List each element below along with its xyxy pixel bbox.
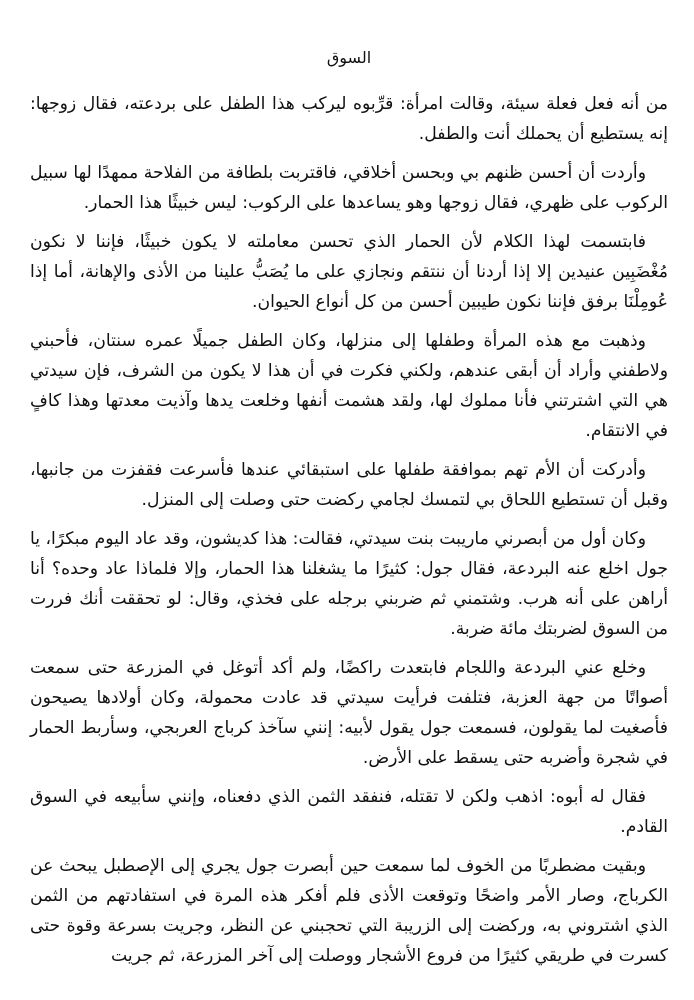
body-text [30, 89, 668, 971]
paragraph: فابتسمت لهذا الكلام لأن الحمار الذي تحسن معاملته لا يكون خبيثًا، فإننا لا نكون مُغْضَبِين عنيدين إلا إذا أردنا أن ننتقم ونجازي على ما يُصَبُّ علينا من الأذى والإهانة، أما إذا عُومِلْنَا برفق فإننا نكون طيبين أحسن من كل أنواع الحيوان. [30, 232, 668, 312]
running-header: السوق [326, 48, 372, 67]
paragraph: وبقيت مضطربًا من الخوف لما سمعت حين أبصرت جول يجري إلى الإصطبل يبحث عن الكرباج، وصار الأمر واضحًا وتوقعت الأذى فلم أفكر هذه المرة في استفادتهم من الثمن الذي اشتروني به، وركضت إلى الزريبة التي تحجبني عن النظر، وجريت بسرعة وقوة حتى كسرت في طريقي كثيرًا من فروع الأشجار ووصلت إلى آخر المزرعة، ثم جريت [30, 856, 668, 966]
paragraph: وأدركت أن الأم تهم بموافقة طفلها على استبقائي عندها فأسرعت فقفزت من جانبها، وقبل أن تستطيع اللحاق بي لتمسك لجامي ركضت حتى وصلت إلى المنزل. [30, 460, 668, 510]
paragraph: وخلع عني البردعة واللجام فابتعدت راكضًا، ولم أكد أتوغل في المزرعة حتى سمعت أصواتًا من جهة العزبة، فتلفت فرأيت سيدتي قد عادت محمولة، وكان أولادها يصيحون فأصغيت لما يقولون، فسمعت جول يقول لأبيه: إنني سآخذ كرباج العربجي، وسأربط الحمار في شجرة وأضربه حتى يسقط على الأرض. [30, 658, 668, 768]
paragraph: من أنه فعل فعلة سيئة، وقالت امرأة: قرِّبوه ليركب هذا الطفل على بردعته، فقال زوجها: إنه يستطيع أن يحملك أنت والطفل. [30, 94, 668, 144]
paragraph: وأردت أن أحسن ظنهم بي وبحسن أخلاقي، فاقتربت بلطافة من الفلاحة ممهدًا لها سبيل الركوب على ظهري، فقال زوجها وهو يساعدها على الركوب: ليس خبيثًا هذا الحمار. [30, 163, 668, 213]
paragraph: وذهبت مع هذه المرأة وطفلها إلى منزلها، وكان الطفل جميلًا عمره سنتان، فأحبني ولاطفني وأراد أن أبقى عندهم، ولكني فكرت في أن هذا لا يكون من الشرف، فإن سيدتي هي التي اشترتني فأنا مملوك لها، ولقد هشمت أنفها وخلعت يدها وآذيت معدتها وهذا كافٍ في الانتقام. [30, 331, 668, 441]
paragraph: وكان أول من أبصرني ماريبت بنت سيدتي، فقالت: هذا كديشون، وقد عاد اليوم مبكرًا، يا جول اخلع عنه البردعة، فقال جول: كثيرًا ما يشغلنا هذا الحمار، وإلا فلماذا عاد وحده؟ أنا أراهن على أنه هرب. وشتمني ثم ضربني برجله على فخذي، وقال: لو تحققت أنك فررت من السوق لضربتك مائة ضربة. [30, 529, 668, 639]
paragraph: فقال له أبوه: اذهب ولكن لا تقتله، فنفقد الثمن الذي دفعناه، وإنني سأبيعه في السوق القادم. [30, 787, 668, 837]
